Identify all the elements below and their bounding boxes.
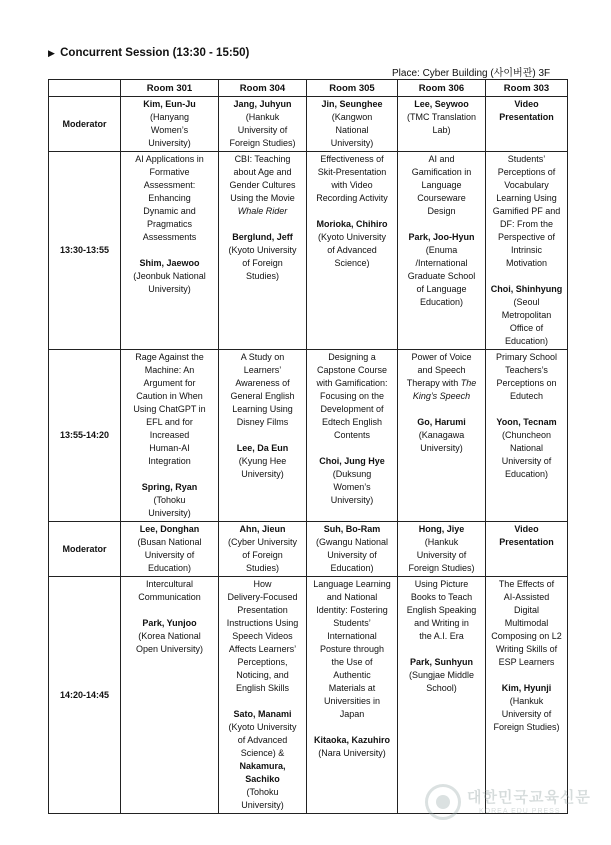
session-cell <box>486 152 568 350</box>
presenter-name: Berglund, Jeff <box>232 232 293 242</box>
talk-title-line: Intercultural <box>145 579 194 589</box>
talk-title-line: Human-AI <box>149 443 190 453</box>
session-title-text: Concurrent Session (13:30 - 15:50) <box>60 47 250 59</box>
session-cell <box>219 97 307 152</box>
schedule-row <box>49 152 568 350</box>
presenter-name: Suh, Bo-Ram <box>323 524 381 534</box>
talk-title-text: Therapy with <box>406 378 459 388</box>
talk-title-line: AI and <box>428 154 455 164</box>
affiliation-line: University of <box>327 550 377 560</box>
talk-title-line: Learning Using <box>232 404 293 414</box>
spacer <box>488 669 565 682</box>
session-title <box>48 47 249 59</box>
talk-title-line: Assessments <box>142 232 197 242</box>
presenter-name: Choi, Shinhyung <box>490 284 563 294</box>
schedule-table <box>48 79 568 814</box>
affiliation-line: Education) <box>419 297 464 307</box>
talk-title-line: English Skills <box>235 683 290 693</box>
session-cell <box>307 577 398 814</box>
session-cell <box>219 350 307 522</box>
affiliation-line: (Chuncheon <box>501 430 552 440</box>
presenter-name: Kitaoka, Kazuhiro <box>313 735 390 745</box>
talk-title-line: Disney Films <box>236 417 289 427</box>
talk-title-line: Using Picture <box>414 579 469 589</box>
affiliation-line: Graduate School <box>407 271 476 281</box>
affiliation-line: University) <box>241 469 284 479</box>
talk-title-line: Students’ <box>507 154 546 164</box>
presenter-name: Presentation <box>499 112 554 122</box>
talk-title-line: Gender Cultures <box>229 180 296 190</box>
session-cell <box>121 577 219 814</box>
presenter-name: Morioka, Chihiro <box>316 219 388 229</box>
talk-title-line: Teachers’s <box>505 365 548 375</box>
watermark-text: 대한민국교육신문 <box>467 789 591 806</box>
presenter-name: Jang, Juhyun <box>233 99 292 109</box>
affiliation-line: of Advanced <box>237 735 288 745</box>
talk-title-line: the Use of <box>331 657 373 667</box>
schedule-row <box>49 577 568 814</box>
session-cell <box>307 522 398 577</box>
presenter-name: Kim, Hyunji <box>501 683 552 693</box>
presenter-name: Choi, Jung Hye <box>319 456 385 466</box>
header-corner <box>49 80 121 97</box>
talk-title-line: Development of <box>320 404 384 414</box>
spacer <box>123 468 216 481</box>
affiliation-line: (Kangwon <box>331 112 373 122</box>
talk-title-line: Digital <box>513 605 539 615</box>
presenter-name: Yoon, Tecnam <box>496 417 557 427</box>
session-cell <box>307 152 398 350</box>
affiliation-line: University of <box>144 550 195 560</box>
talk-title-line: English Speaking <box>406 605 477 615</box>
talk-title-line: Posture through <box>319 644 385 654</box>
spacer <box>123 604 216 617</box>
talk-title-line: How <box>253 579 272 589</box>
affiliation-line: University) <box>420 443 463 453</box>
presenter-name: Hong, Jiye <box>418 524 465 534</box>
talk-title-line: CBI: Teaching <box>234 154 291 164</box>
affiliation-line: Studies) <box>245 271 280 281</box>
spacer <box>221 218 304 231</box>
talk-title-line: Materials at <box>328 683 376 693</box>
talk-title-line: Language <box>421 180 462 190</box>
affiliation-line: University of <box>501 709 552 719</box>
talk-title-line: The Effects of <box>498 579 555 589</box>
spacer <box>400 643 483 656</box>
talk-title-line: Learners’ <box>243 365 282 375</box>
presenter-name: Park, Yunjoo <box>142 618 197 628</box>
talk-title-line: Communication <box>138 592 201 602</box>
affiliation-line: (Seoul <box>513 297 540 307</box>
talk-title-line: Pragmatics <box>146 219 192 229</box>
room-header: Room 301 <box>121 80 219 97</box>
session-cell <box>121 97 219 152</box>
talk-title-italic: The <box>460 378 477 388</box>
talk-title-line: Using the Movie <box>230 193 295 203</box>
talk-title-line: Edutech <box>509 391 544 401</box>
talk-title-line: Multimodal <box>504 618 549 628</box>
session-cell <box>219 152 307 350</box>
talk-title-line: Intrinsic <box>510 245 542 255</box>
session-cell <box>121 522 219 577</box>
affiliation-line: Science) <box>334 258 370 268</box>
affiliation-line: (TMC Translation <box>406 112 477 122</box>
room-header: Room 304 <box>219 80 307 97</box>
session-cell <box>307 97 398 152</box>
room-header: Room 306 <box>398 80 486 97</box>
talk-title-line: Students’ <box>333 618 371 628</box>
affiliation-line: Open University) <box>135 644 204 654</box>
talk-title-line: Gamification in <box>411 167 472 177</box>
talk-title-line: Awareness of <box>235 378 290 388</box>
presenter-name: Go, Harumi <box>417 417 466 427</box>
affiliation-line: Education) <box>504 336 549 346</box>
talk-title-line: Edtech English <box>321 417 383 427</box>
talk-title-line: Perceptions of <box>497 167 556 177</box>
talk-title-line: Presentation <box>237 605 288 615</box>
affiliation-line: (Busan National <box>137 537 202 547</box>
talk-title-line: Affects Learners’ <box>228 644 297 654</box>
spacer <box>488 403 565 416</box>
affiliation-line: (Tohoku <box>246 787 279 797</box>
presenter-name: Lee, Donghan <box>139 524 200 534</box>
talk-title-line: Capstone Course <box>316 365 388 375</box>
affiliation-line: Studies) <box>245 563 280 573</box>
talk-title-line <box>400 377 483 390</box>
talk-title-line: Dynamic and <box>143 206 196 216</box>
presenter-name: Jin, Seunghee <box>321 99 383 109</box>
presenter-name: Ahn, Jieun <box>239 524 286 534</box>
affiliation-line: (Jeonbuk National <box>133 271 206 281</box>
talk-title-line: EFL and for <box>146 417 193 427</box>
affiliation-line: (Tohoku <box>153 495 186 505</box>
talk-title-line: Rage Against the <box>135 352 204 362</box>
affiliation-line: of Advanced <box>327 245 377 255</box>
talk-title-italic: King’s Speech <box>412 391 471 401</box>
affiliation-line: (Kyung Hee <box>238 456 287 466</box>
session-cell <box>398 97 486 152</box>
talk-title-line: Assessment: <box>143 180 196 190</box>
talk-title-line: Authentic <box>333 670 371 680</box>
talk-title-line: Machine: An <box>144 365 195 375</box>
affiliation-line: Science) & <box>240 748 285 758</box>
spacer <box>400 218 483 231</box>
talk-title-line: Caution in When <box>136 391 203 401</box>
talk-title-line: Universities in <box>323 696 381 706</box>
talk-title-line: Effectiveness of <box>320 154 384 164</box>
talk-title-line: Books to Teach <box>410 592 473 602</box>
affiliation-line: (Kyoto University <box>317 232 387 242</box>
talk-title-line: Increased <box>149 430 190 440</box>
presenter-name: Video <box>514 524 539 534</box>
talk-title-line: Contents <box>333 430 371 440</box>
affiliation-line: (Duksung <box>332 469 372 479</box>
affiliation-line: Education) <box>147 563 192 573</box>
talk-title-line: Language Learning <box>313 579 391 589</box>
session-cell <box>398 577 486 814</box>
talk-title-line: with Video <box>331 180 373 190</box>
spacer <box>488 270 565 283</box>
presenter-name: Park, Joo-Hyun <box>408 232 475 242</box>
talk-title-line: Composing on L2 <box>491 631 562 641</box>
schedule-row <box>49 350 568 522</box>
presenter-name: Sachiko <box>245 774 280 784</box>
talk-title-line: Courseware <box>417 193 466 203</box>
talk-title-line: Enhancing <box>148 193 191 203</box>
room-header: Room 303 <box>486 80 568 97</box>
presenter-name: Shim, Jaewoo <box>139 258 200 268</box>
affiliation-line: (Kyoto University <box>228 722 297 732</box>
presenter-name: Lee, Da Eun <box>236 443 289 453</box>
session-cell <box>121 350 219 522</box>
talk-title-line: about Age and <box>233 167 292 177</box>
presenter-name: Kim, Eun-Ju <box>143 99 196 109</box>
affiliation-line: University) <box>330 138 374 148</box>
talk-title-italic: Whale Rider <box>237 206 288 216</box>
talk-title-line: Gamified PF and <box>492 206 561 216</box>
session-cell <box>398 350 486 522</box>
affiliation-line: /International <box>415 258 468 268</box>
talk-title-line: Noticing, and <box>236 670 289 680</box>
affiliation-line: of Foreign <box>242 550 283 560</box>
talk-title-line: Power of Voice <box>411 352 472 362</box>
presenter-name: Sato, Manami <box>233 709 292 719</box>
talk-title-line: Design <box>427 206 456 216</box>
talk-title-line: Perspective of <box>497 232 556 242</box>
talk-title-line: Writing Skills of <box>495 644 558 654</box>
spacer <box>309 721 395 734</box>
spacer <box>221 695 304 708</box>
talk-title-line: Argument for <box>143 378 196 388</box>
session-cell <box>398 152 486 350</box>
row-label: 14:20-14:45 <box>49 577 121 814</box>
spacer <box>309 442 395 455</box>
session-cell <box>486 350 568 522</box>
spacer <box>123 244 216 257</box>
watermark-emblem-icon <box>425 784 461 820</box>
session-cell <box>219 522 307 577</box>
affiliation-line: Lab) <box>432 125 451 135</box>
presenter-name: Park, Sunhyun <box>409 657 473 667</box>
talk-title-line: A Study on <box>240 352 285 362</box>
place-label: Place: Cyber Building (사이버관) 3F <box>392 68 551 79</box>
affiliation-line: Foreign Studies) <box>408 563 475 573</box>
affiliation-line: University) <box>330 495 374 505</box>
schedule-row <box>49 522 568 577</box>
affiliation-line: University of <box>237 125 288 135</box>
affiliation-line: University) <box>241 800 284 810</box>
affiliation-line: (Cyber University <box>227 537 297 547</box>
talk-title-line: DF: From the <box>499 219 553 229</box>
affiliation-line: of Language <box>416 284 467 294</box>
session-cell <box>219 577 307 814</box>
affiliation-line: Metropolitan <box>501 310 552 320</box>
affiliation-line: (Kanagawa <box>418 430 465 440</box>
session-cell <box>486 97 568 152</box>
affiliation-line: (Korea National <box>138 631 201 641</box>
talk-title-line: the A.I. Era <box>419 631 464 641</box>
talk-title-line: Identity: Fostering <box>316 605 388 615</box>
affiliation-line: of Foreign <box>242 258 283 268</box>
affiliation-line: University) <box>148 508 191 518</box>
presenter-name: Spring, Ryan <box>141 482 198 492</box>
talk-title-line: and National <box>326 592 378 602</box>
talk-title-line: Instructions Using <box>226 618 299 628</box>
affiliation-line: (Nara University) <box>318 748 386 758</box>
talk-title-line: Perceptions on <box>496 378 557 388</box>
talk-title-line: Formative <box>149 167 190 177</box>
talk-title-line: Primary School <box>495 352 558 362</box>
affiliation-line: University) <box>148 284 191 294</box>
talk-title-line: Focusing on the <box>319 391 385 401</box>
watermark-logo <box>425 784 600 824</box>
affiliation-line: (Sungjae Middle <box>408 670 475 680</box>
session-cell <box>121 152 219 350</box>
talk-title-line: ESP Learners <box>498 657 555 667</box>
talk-title-line: Speech Videos <box>232 631 293 641</box>
affiliation-line: Women’s <box>333 482 371 492</box>
talk-title-line: AI-Assisted <box>503 592 550 602</box>
talk-title-line: AI Applications in <box>135 154 204 164</box>
bullet-triangle-icon: ▶ <box>48 48 55 58</box>
talk-title-line: Perceptions, <box>237 657 288 667</box>
talk-title-line: Delivery-Focused <box>227 592 298 602</box>
talk-title-line: Learning Using <box>496 193 557 203</box>
affiliation-line: National <box>509 443 544 453</box>
talk-title-line: and Speech <box>417 365 466 375</box>
talk-title-line: Japan <box>339 709 365 719</box>
affiliation-line: (Hankuk <box>509 696 544 706</box>
talk-title-line: Vocabulary <box>504 180 549 190</box>
presenter-name: Nakamura, <box>239 761 286 771</box>
talk-title-line: with Gamification: <box>316 378 388 388</box>
affiliation-line: Education) <box>330 563 374 573</box>
talk-title-line: Motivation <box>505 258 548 268</box>
row-label: Moderator <box>49 522 121 577</box>
schedule-row <box>49 97 568 152</box>
affiliation-line: University) <box>148 138 191 148</box>
affiliation-line: (Hankuk <box>424 537 459 547</box>
affiliation-line: Foreign Studies) <box>229 138 296 148</box>
affiliation-line: Women’s <box>150 125 189 135</box>
spacer <box>400 403 483 416</box>
affiliation-line: (Kyoto University <box>228 245 297 255</box>
watermark-subtext: KOREA EDU PRESS <box>479 808 561 815</box>
spacer <box>309 205 395 218</box>
affiliation-line: (Enuma <box>425 245 458 255</box>
talk-title-line: Integration <box>148 456 191 466</box>
talk-title-line: Using ChatGPT in <box>133 404 206 414</box>
presenter-name: Presentation <box>499 537 554 547</box>
room-header: Room 305 <box>307 80 398 97</box>
affiliation-line: University of <box>501 456 552 466</box>
talk-title-line: Recording Activity <box>316 193 388 203</box>
talk-title-line: Skit-Presentation <box>317 167 387 177</box>
talk-title-line: Designing a <box>328 352 376 362</box>
affiliation-line: (Hanyang <box>149 112 190 122</box>
session-cell <box>486 522 568 577</box>
talk-title-line: and Writing in <box>414 618 469 628</box>
affiliation-line: Foreign Studies) <box>493 722 560 732</box>
affiliation-line: (Gwangu National <box>315 537 389 547</box>
row-label: 13:30-13:55 <box>49 152 121 350</box>
affiliation-line: Office of <box>509 323 544 333</box>
affiliation-line: University of <box>416 550 467 560</box>
talk-title-line: International <box>327 631 377 641</box>
affiliation-line: School) <box>426 683 457 693</box>
header-row <box>49 80 568 97</box>
presenter-name: Video <box>514 99 539 109</box>
affiliation-line: Education) <box>504 469 549 479</box>
affiliation-line: National <box>335 125 369 135</box>
session-cell <box>398 522 486 577</box>
talk-title-line: General English <box>230 391 295 401</box>
spacer <box>221 429 304 442</box>
session-cell <box>486 577 568 814</box>
row-label: 13:55-14:20 <box>49 350 121 522</box>
presenter-name: Lee, Seywoo <box>414 99 469 109</box>
affiliation-line: (Hankuk <box>245 112 280 122</box>
row-label: Moderator <box>49 97 121 152</box>
session-cell <box>307 350 398 522</box>
